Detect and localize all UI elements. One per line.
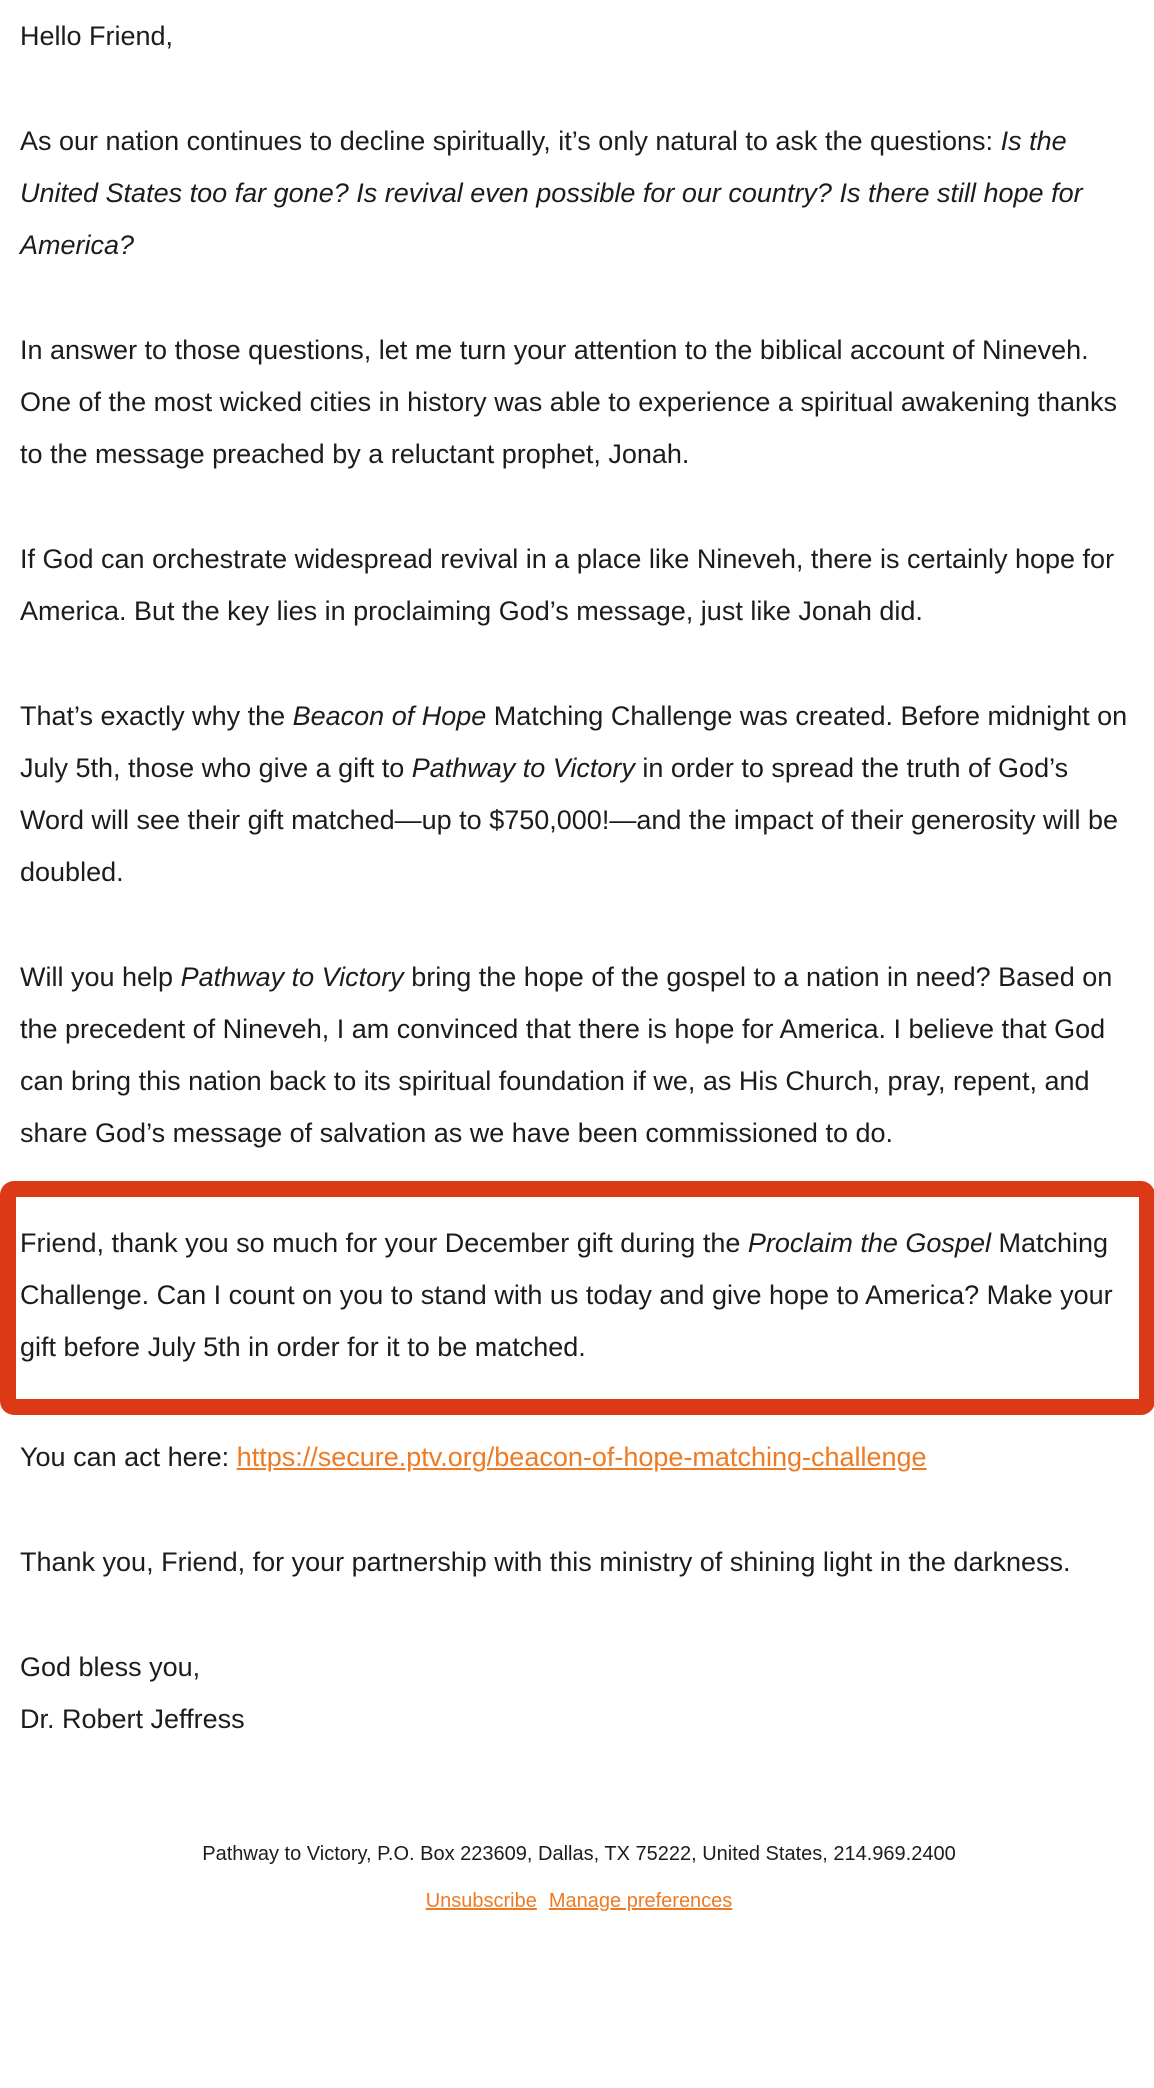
footer-address: Pathway to Victory, P.O. Box 223609, Dallas, TX 75222, United States, 214.969.2400 xyxy=(202,1843,956,1865)
greeting: Hello Friend, xyxy=(20,21,174,51)
italic-run: Proclaim the Gospel xyxy=(747,1228,991,1258)
paragraph-challenge xyxy=(20,690,1138,898)
text-run: Will you help xyxy=(20,962,181,992)
italic-run: Is the United States too far gone? Is revival even possible for our country? Is there still hope for America? xyxy=(20,126,1083,260)
paragraph-hope: If God can orchestrate widespread revival in a place like Nineveh, there is certainly hope for America. But the key lies in proclaiming God’s message, just like Jonah did. xyxy=(20,544,1115,626)
unsubscribe-link[interactable]: Unsubscribe xyxy=(425,1890,537,1912)
paragraph-nineveh: In answer to those questions, let me turn your attention to the biblical account of Nineveh. One of the most wicked cities in history was able to experience a spiritual awakening thanks to the message preached by a reluctant prophet, Jonah. xyxy=(20,335,1118,469)
text-run: As our nation continues to decline spiritually, it’s only natural to ask the questions: xyxy=(20,126,1001,156)
text-run: bring the hope of the gospel to a nation in need? Based on the precedent of Nineveh, I am convinced that there is hope for America. I believe that God can bring this nation back to its spiritual foundation if we, as His Church, pray, repent, and share God’s message of salvation as we have been commissioned to do. xyxy=(20,962,1113,1148)
text-run: Matching Challenge. Can I count on you to stand with us today and give hope to America? Make your gift before July 5th in order for it to be matched. xyxy=(20,1228,1113,1362)
italic-run: Pathway to Victory xyxy=(411,753,635,783)
paragraph-help xyxy=(20,951,1138,1159)
text-run: Matching Challenge was created. Before midnight on July 5th, those who give a gift to xyxy=(20,701,1128,783)
email-footer xyxy=(20,1840,1138,1915)
text-run: That’s exactly why the xyxy=(20,701,293,731)
paragraph-act xyxy=(20,1431,1138,1483)
closing-block xyxy=(20,1641,1138,1745)
paragraph-questions xyxy=(20,115,1138,271)
paragraph-highlighted xyxy=(20,1217,1139,1373)
signature-line: Dr. Robert Jeffress xyxy=(20,1704,245,1734)
highlighted-paragraph-box xyxy=(0,1181,1154,1415)
closing-line: God bless you, xyxy=(20,1652,201,1682)
paragraph-thanks: Thank you, Friend, for your partnership with this ministry of shining light in the darkness. xyxy=(20,1547,1071,1577)
manage-preferences-link[interactable]: Manage preferences xyxy=(548,1890,733,1912)
footer-links xyxy=(20,1887,1138,1915)
text-run: in order to spread the truth of God’s Word will see their gift matched—up to $750,000!—and the impact of their generosity will be doubled. xyxy=(20,753,1119,887)
text-run: You can act here: xyxy=(20,1442,237,1472)
donation-link[interactable]: https://secure.ptv.org/beacon-of-hope-matching-challenge xyxy=(236,1442,927,1472)
text-run: Friend, thank you so much for your December gift during the xyxy=(20,1228,748,1258)
italic-run: Beacon of Hope xyxy=(292,701,487,731)
italic-run: Pathway to Victory xyxy=(180,962,404,992)
